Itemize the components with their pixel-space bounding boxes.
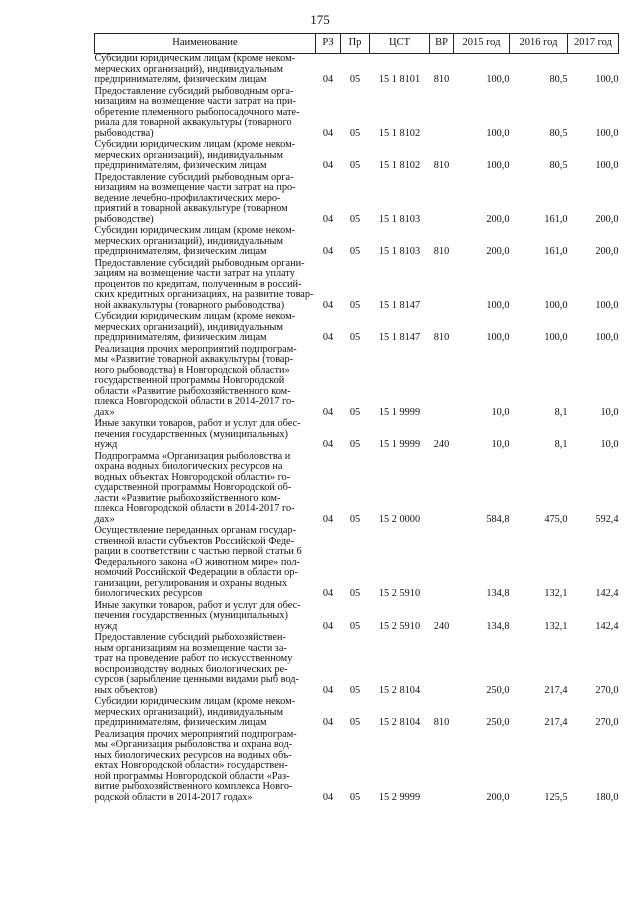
row-name-line: Предоставление субсидий рыбоводным орга- (94, 85, 294, 97)
table-row (95, 173, 619, 227)
row-2017: 100,0 (595, 299, 619, 311)
row-2016: 217,4 (544, 684, 568, 696)
row-cst: 15 1 8147 (378, 299, 421, 311)
row-vr (430, 259, 454, 313)
row-2017: 142,4 (595, 588, 619, 599)
row-2016: 161,0 (544, 213, 568, 225)
row-name-line: витие рыбохозяйственного комплекса Новго- (94, 781, 293, 792)
row-2016: 80,5 (549, 74, 568, 85)
row-vr (430, 633, 454, 697)
row-name-line: охрана водных биологических ресурсов на (94, 461, 283, 472)
header-rz: РЗ (316, 34, 341, 54)
row-cst: 15 1 8101 (378, 74, 421, 85)
row-2015: 250,0 (486, 684, 510, 696)
row-name (95, 173, 316, 227)
row-pr: 05 (349, 684, 361, 696)
row-rz: 04 (322, 513, 334, 525)
row-name-line: ведение лечебно-профилактических меро- (94, 192, 281, 204)
table-row (95, 419, 619, 452)
row-name-line: дах» (94, 513, 115, 525)
row-2015: 100,0 (486, 74, 510, 85)
header-cst: ЦСТ (370, 34, 430, 54)
row-name-line: предпринимателям, физическим лицам (94, 246, 267, 257)
row-rz: 04 (322, 74, 334, 85)
row-name-line: Субсидии юридическим лицам (кроме неком- (94, 696, 296, 707)
header-pr: Пр (341, 34, 370, 54)
row-rz: 04 (322, 717, 334, 728)
row-vr (430, 87, 454, 141)
row-name (95, 633, 316, 697)
row-2017: 142,4 (595, 620, 619, 632)
row-2017: 10,0 (600, 406, 619, 418)
row-2017: 180,0 (595, 791, 619, 803)
row-name-line: ласти «Развитие рыбохозяйственного ком- (94, 492, 281, 504)
row-name-line: предпринимателям, физическим лицам (94, 717, 267, 728)
row-2015: 200,0 (486, 213, 510, 225)
row-name-line: предпринимателям, физическим лицам (94, 160, 267, 171)
row-name (95, 312, 316, 345)
row-vr: 240 (433, 439, 450, 450)
row-name-line: ганизации, регулирования и охраны водных (94, 577, 288, 589)
row-name (95, 140, 316, 173)
table-row (95, 697, 619, 730)
row-pr: 05 (349, 332, 361, 343)
row-2016: 8,1 (554, 406, 568, 418)
row-vr (430, 526, 454, 601)
row-name-line: области «Развитие рыбохозяйственного ком- (94, 385, 291, 397)
row-name-line: ным организациям на возмещение части за- (94, 642, 287, 654)
row-vr: 810 (433, 332, 450, 343)
row-name-line: мы «Организация рыболовства и охрана вод- (94, 739, 293, 750)
table-header (95, 34, 619, 54)
row-name (95, 526, 316, 601)
row-2017: 270,0 (595, 717, 619, 728)
row-pr: 05 (349, 791, 361, 803)
row-name (95, 54, 316, 87)
header-vr: ВР (430, 34, 454, 54)
row-vr: 240 (433, 620, 450, 632)
row-name-line: приятий в товарной аквакультуре (товарном (94, 203, 288, 214)
row-name-line: Субсидии юридическим лицам (кроме неком- (94, 139, 296, 150)
row-2017: 100,0 (595, 160, 619, 171)
row-name-line: ной аквакультуры (товарного рыбоводства) (94, 299, 285, 311)
row-cst: 15 1 8147 (378, 332, 421, 343)
row-2015: 100,0 (486, 127, 510, 139)
row-rz: 04 (322, 588, 334, 599)
table-body (95, 54, 619, 805)
table-row (95, 526, 619, 601)
row-rz: 04 (322, 439, 334, 450)
row-name-line: процентов по кредитам, полученным в россий- (94, 278, 302, 290)
row-name-line: Реализация прочих мероприятий подпрограм- (94, 728, 297, 740)
row-vr: 810 (433, 717, 450, 728)
row-name-line: Субсидии юридическим лицам (кроме неком- (94, 311, 296, 322)
row-name-line: Субсидии юридическим лицам (кроме неком- (94, 53, 296, 64)
row-pr: 05 (349, 439, 361, 450)
row-2015: 10,0 (491, 406, 510, 418)
row-name-line: Реализация прочих мероприятий подпрограм- (94, 343, 297, 355)
header-2017: 2017 год (568, 34, 619, 54)
row-pr: 05 (349, 160, 361, 171)
row-2017: 200,0 (595, 213, 619, 225)
row-vr (430, 345, 454, 420)
row-name-line: мерческих организаций), индивидуальным (94, 706, 283, 718)
row-2016: 80,5 (549, 160, 568, 171)
row-name-line: Предоставление субсидий рыбохозяйствен- (94, 632, 286, 643)
row-name-line: низациям на возмещение части затрат на про- (94, 182, 296, 193)
row-name-line: государственной программы Новгородской (94, 375, 285, 386)
row-2015: 100,0 (486, 160, 510, 171)
row-name-line: ских кредитных организациях, на развитие товар- (94, 289, 314, 300)
row-2017: 100,0 (595, 332, 619, 343)
row-name-line: печения государственных (муниципальных) (94, 428, 288, 440)
row-name-line: воспроизводству водных биологических ре- (94, 663, 288, 675)
row-name-line: нужд (94, 620, 118, 632)
row-name-line: родской области в 2014-2017 годах» (94, 791, 253, 803)
row-2016: 132,1 (544, 620, 568, 632)
row-name-line: риала для товарной аквакультуры (товарного (94, 117, 292, 128)
table-row (95, 730, 619, 805)
row-vr: 810 (433, 74, 450, 85)
row-vr: 810 (433, 246, 450, 257)
row-name (95, 226, 316, 259)
row-2016: 132,1 (544, 588, 568, 599)
row-pr: 05 (349, 717, 361, 728)
row-name-line: рыбоводства) (94, 127, 154, 139)
row-rz: 04 (322, 213, 334, 225)
row-2015: 134,8 (486, 588, 510, 599)
row-2016: 161,0 (544, 246, 568, 257)
row-name (95, 419, 316, 452)
row-2015: 134,8 (486, 620, 510, 632)
row-rz: 04 (322, 684, 334, 696)
page-number: 175 (310, 12, 330, 27)
row-2016: 100,0 (544, 332, 568, 343)
row-name (95, 601, 316, 634)
row-2016: 8,1 (554, 439, 568, 450)
row-name (95, 730, 316, 805)
row-pr: 05 (349, 74, 361, 85)
row-pr: 05 (349, 213, 361, 225)
row-2016: 80,5 (549, 127, 568, 139)
row-2015: 100,0 (486, 299, 510, 311)
row-name (95, 259, 316, 313)
row-pr: 05 (349, 588, 361, 599)
table-row (95, 259, 619, 313)
row-vr (430, 173, 454, 227)
row-cst: 15 1 8102 (378, 127, 421, 139)
row-name-line: мерческих организаций), индивидуальным (94, 235, 283, 247)
row-2017: 100,0 (595, 127, 619, 139)
row-name-line: ных объектов) (94, 684, 158, 696)
row-name-line: ных биологических ресурсов на водных объ- (94, 749, 292, 761)
row-rz: 04 (322, 332, 334, 343)
row-rz: 04 (322, 299, 334, 311)
table-row (95, 345, 619, 420)
table-row (95, 633, 619, 697)
row-name-line: нужд (94, 439, 118, 450)
table-row (95, 87, 619, 141)
row-cst: 15 1 9999 (378, 406, 421, 418)
table-row (95, 452, 619, 527)
row-2016: 475,0 (544, 513, 568, 525)
row-rz: 04 (322, 620, 334, 632)
row-name-line: рыбоводстве) (94, 213, 154, 225)
row-cst: 15 2 5910 (378, 620, 421, 632)
row-vr (430, 452, 454, 527)
row-name-line: предпринимателям, физическим лицам (94, 74, 267, 85)
row-rz: 04 (322, 406, 334, 418)
row-name-line: мы «Развитие товарной аквакультуры (товар- (94, 354, 294, 365)
row-name-line: Предоставление субсидий рыбоводным органи- (94, 257, 305, 269)
row-2017: 270,0 (595, 684, 619, 696)
row-2015: 100,0 (486, 332, 510, 343)
row-cst: 15 1 9999 (378, 439, 421, 450)
row-2017: 592,4 (595, 513, 619, 525)
header-name: Наименование (95, 34, 316, 54)
row-cst: 15 1 8102 (378, 160, 421, 171)
row-pr: 05 (349, 246, 361, 257)
table-row (95, 226, 619, 259)
row-cst: 15 1 8103 (378, 213, 421, 225)
row-pr: 05 (349, 406, 361, 418)
row-name-line: Иные закупки товаров, работ и услуг для обес- (94, 599, 301, 611)
row-name-line: ного рыбоводства) в Новгородской области» (94, 364, 290, 376)
row-2015: 250,0 (486, 717, 510, 728)
row-rz: 04 (322, 127, 334, 139)
row-name-line: ной программы Новгородской области «Раз- (94, 770, 290, 782)
row-name-line: печения государственных (муниципальных) (94, 610, 288, 621)
row-2017: 100,0 (595, 74, 619, 85)
row-2017: 200,0 (595, 246, 619, 257)
table-row (95, 54, 619, 87)
row-rz: 04 (322, 791, 334, 803)
row-name-line: обретение племенного рыбопосадочного мате- (94, 106, 300, 118)
row-2016: 100,0 (544, 299, 568, 311)
row-name (95, 345, 316, 420)
header-2015: 2015 год (454, 34, 510, 54)
row-2015: 10,0 (491, 439, 510, 450)
row-rz: 04 (322, 160, 334, 171)
row-name-line: Субсидии юридическим лицам (кроме неком- (94, 225, 296, 236)
row-pr: 05 (349, 513, 361, 525)
row-name-line: трат на проведение работ по искусственному (94, 653, 293, 664)
row-name-line: Федерального закона «О животном мире» пол- (94, 556, 300, 568)
header-2016: 2016 год (510, 34, 568, 54)
row-name-line: биологических ресурсов (94, 588, 203, 599)
row-name-line: Подпрограмма «Организация рыболовства и (94, 450, 291, 462)
row-name-line: Предоставление субсидий рыбоводным орга- (94, 171, 294, 183)
row-name-line: низациям на возмещение части затрат на при- (94, 96, 296, 107)
row-cst: 15 1 8103 (378, 246, 421, 257)
row-2015: 584,8 (486, 513, 510, 525)
row-name-line: Осуществление переданных органам государ- (94, 525, 297, 536)
row-pr: 05 (349, 299, 361, 311)
row-cst: 15 2 0000 (378, 513, 421, 525)
row-name-line: мерческих организаций), индивидуальным (94, 149, 283, 161)
budget-table (94, 33, 619, 804)
row-2016: 217,4 (544, 717, 568, 728)
row-name-line: зациям на возмещение части затрат на уплату (94, 268, 295, 279)
row-name-line: мерческих организаций), индивидуальным (94, 321, 283, 333)
row-2017: 10,0 (600, 439, 619, 450)
row-rz: 04 (322, 246, 334, 257)
row-2015: 200,0 (486, 246, 510, 257)
row-name-line: номочий Российской Федерации в области ор- (94, 567, 298, 578)
table-row (95, 601, 619, 634)
row-cst: 15 2 8104 (378, 684, 421, 696)
row-cst: 15 2 8104 (378, 717, 421, 728)
row-vr: 810 (433, 160, 450, 171)
row-pr: 05 (349, 127, 361, 139)
row-2016: 125,5 (544, 791, 568, 803)
row-name-line: дах» (94, 406, 115, 418)
row-name-line: плекса Новгородской области в 2014-2017 го- (94, 396, 295, 407)
row-name-line: ектах Новгородской области» государствен- (94, 760, 288, 771)
row-name-line: предпринимателям, физическим лицам (94, 332, 267, 343)
row-name (95, 87, 316, 141)
row-name (95, 452, 316, 527)
row-name-line: водных объектах Новгородской области» го- (94, 471, 291, 483)
row-name-line: рации в соответствии с частью первой статьи 6 (94, 546, 302, 557)
row-name (95, 697, 316, 730)
row-name-line: ственной власти субъектов Российской Феде- (94, 535, 295, 547)
row-cst: 15 2 5910 (378, 588, 421, 599)
row-cst: 15 2 9999 (378, 791, 421, 803)
header-row (95, 34, 619, 54)
row-2015: 200,0 (486, 791, 510, 803)
row-name-line: сударственной программы Новгородской об- (94, 482, 292, 493)
row-name-line: мерческих организаций), индивидуальным (94, 63, 283, 75)
row-name-line: плекса Новгородской области в 2014-2017 го- (94, 503, 295, 514)
table-row (95, 140, 619, 173)
row-pr: 05 (349, 620, 361, 632)
row-name-line: сурсов (зарыбление ценными видами рыб вод- (94, 674, 299, 685)
row-vr (430, 730, 454, 805)
row-name-line: Иные закупки товаров, работ и услуг для обес- (94, 418, 301, 429)
table-row (95, 312, 619, 345)
